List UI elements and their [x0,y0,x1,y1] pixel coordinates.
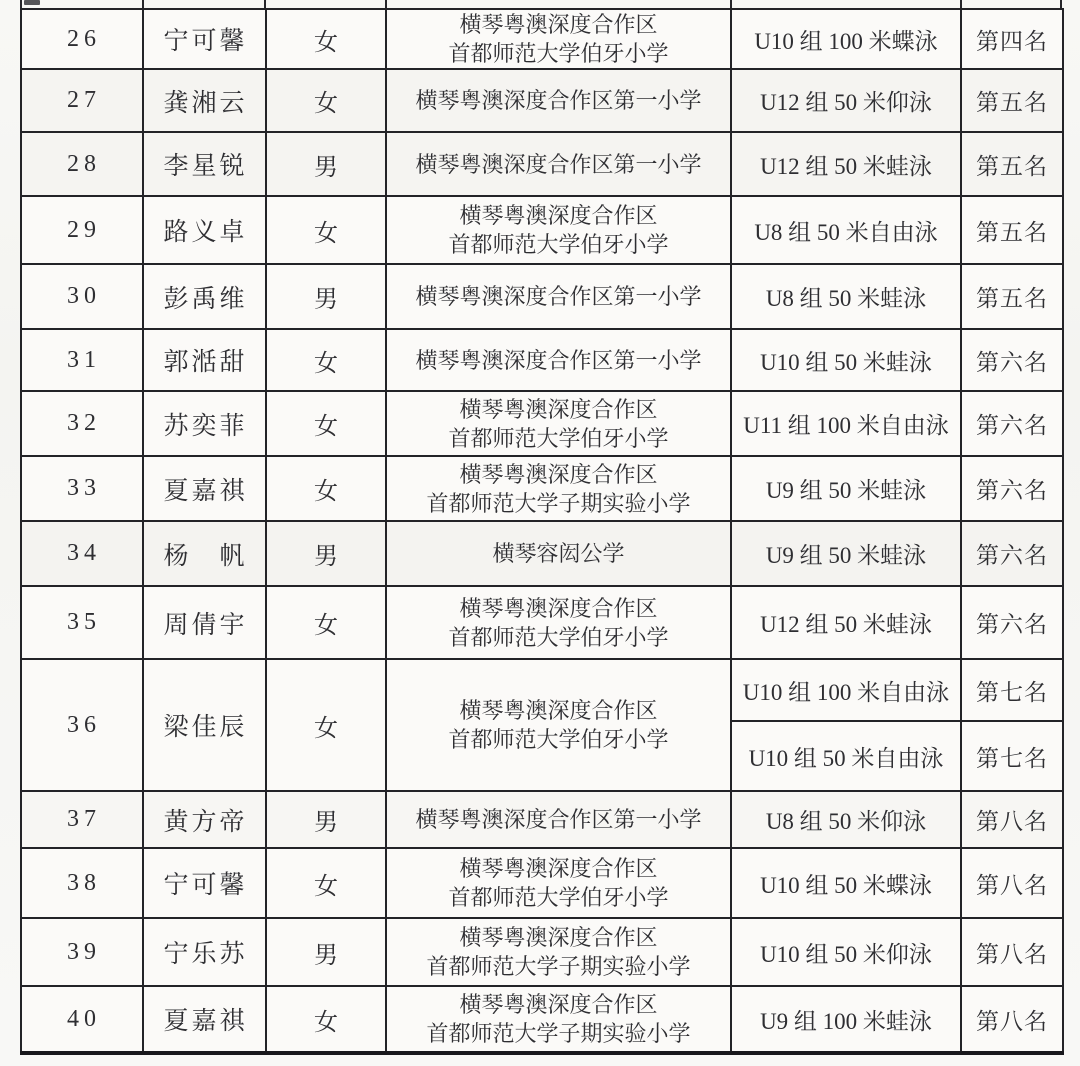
school-line: 首都师范大学子期实验小学 [426,490,691,516]
school-line: 横琴粤澳深度合作区第一小学 [415,347,702,373]
school-cell [386,329,731,391]
serial-cell: 37 [21,791,143,848]
event-cell: U9 组 100 米蛙泳 [731,986,961,1053]
gender-cell: 男 [266,132,386,196]
rank-cell: 第五名 [961,196,1063,264]
school-line: 首都师范大学伯牙小学 [448,727,669,752]
serial-cell: 40 [21,986,143,1053]
school-cell [386,986,731,1053]
school-line: 首都师范大学伯牙小学 [448,425,669,451]
event-cell: U12 组 50 米蛙泳 [731,132,961,196]
event-cell: U8 组 50 米仰泳 [731,791,961,848]
school-cell [386,9,731,69]
event-cell: U10 组 100 米自由泳 [731,659,961,721]
table-row [21,986,1063,1053]
rank-cell: 第六名 [961,456,1063,521]
table-row [21,586,1063,659]
school-line: 横琴粤澳深度合作区 [459,12,658,37]
athlete-name-cell: 夏嘉祺 [143,986,266,1053]
serial-cell: 26 [21,9,143,69]
athlete-name-cell: 梁佳辰 [143,659,266,791]
rank-cell: 第六名 [961,586,1063,659]
gender-cell: 女 [266,986,386,1053]
school-line: 首都师范大学子期实验小学 [426,954,691,979]
athlete-name-cell: 彭禹维 [143,264,266,329]
school-cell [386,918,731,986]
rank-cell: 第六名 [961,521,1063,586]
table-row [21,659,1063,721]
event-cell: U11 组 100 米自由泳 [731,391,961,456]
table-row [21,918,1063,986]
results-table [20,8,1064,1055]
serial-cell: 27 [21,69,143,132]
gender-cell: 女 [266,329,386,391]
school-line: 横琴粤澳深度合作区 [459,992,658,1017]
gender-cell: 男 [266,791,386,848]
athlete-name-cell: 周倩宇 [143,586,266,659]
scan-artifact [24,0,40,5]
serial-cell: 28 [21,132,143,196]
athlete-name-cell: 杨 帆 [143,521,266,586]
gender-cell: 女 [266,9,386,69]
school-line: 横琴粤澳深度合作区 [459,396,658,422]
gender-cell: 女 [266,659,386,791]
school-cell [386,791,731,848]
athlete-name-cell: 宁可馨 [143,848,266,918]
results-table-body [21,9,1063,1053]
gender-cell: 女 [266,69,386,132]
serial-cell: 39 [21,918,143,986]
rank-cell: 第五名 [961,132,1063,196]
gender-cell: 女 [266,848,386,918]
event-cell: U10 组 50 米蝶泳 [731,848,961,918]
school-line: 横琴粤澳深度合作区第一小学 [415,284,702,309]
school-cell [386,69,731,132]
serial-cell: 29 [21,196,143,264]
athlete-name-cell: 郭湉甜 [143,329,266,391]
rank-cell: 第八名 [961,918,1063,986]
school-cell [386,264,731,329]
school-line: 横琴容闳公学 [492,541,625,566]
athlete-name-cell: 黄方帝 [143,791,266,848]
event-cell: U10 组 50 米仰泳 [731,918,961,986]
school-cell [386,456,731,521]
serial-cell: 30 [21,264,143,329]
table-row [21,848,1063,918]
school-line: 首都师范大学伯牙小学 [448,885,669,910]
school-line: 横琴粤澳深度合作区 [459,461,658,487]
gender-cell: 男 [266,918,386,986]
school-line: 横琴粤澳深度合作区第一小学 [415,151,702,177]
school-line: 横琴粤澳深度合作区 [459,698,658,723]
event-cell: U10 组 100 米蝶泳 [731,9,961,69]
school-line: 横琴粤澳深度合作区第一小学 [415,807,702,832]
event-cell: U8 组 50 米蛙泳 [731,264,961,329]
school-line: 首都师范大学伯牙小学 [448,232,669,257]
table-row [21,329,1063,391]
school-line: 首都师范大学伯牙小学 [448,624,669,650]
rank-cell: 第四名 [961,9,1063,69]
serial-cell: 34 [21,521,143,586]
rank-cell: 第六名 [961,391,1063,456]
table-row [21,264,1063,329]
rank-cell: 第八名 [961,791,1063,848]
event-cell: U10 组 50 米自由泳 [731,721,961,791]
table-row [21,791,1063,848]
athlete-name-cell: 龚湘云 [143,69,266,132]
serial-cell: 35 [21,586,143,659]
school-line: 首都师范大学子期实验小学 [426,1021,691,1046]
table-row [21,9,1063,69]
gender-cell: 女 [266,391,386,456]
school-cell [386,659,731,791]
event-cell: U9 组 50 米蛙泳 [731,456,961,521]
school-cell [386,586,731,659]
school-line: 横琴粤澳深度合作区 [459,925,658,950]
school-line: 横琴粤澳深度合作区 [459,203,658,228]
rank-cell: 第六名 [961,329,1063,391]
school-cell [386,521,731,586]
rank-cell: 第八名 [961,848,1063,918]
event-cell: U9 组 50 米蛙泳 [731,521,961,586]
serial-cell: 38 [21,848,143,918]
table-row [21,521,1063,586]
gender-cell: 女 [266,196,386,264]
table-row [21,69,1063,132]
event-cell: U8 组 50 米自由泳 [731,196,961,264]
gender-cell: 男 [266,264,386,329]
athlete-name-cell: 李星锐 [143,132,266,196]
table-row [21,132,1063,196]
athlete-name-cell: 苏奕菲 [143,391,266,456]
gender-cell: 女 [266,456,386,521]
rank-cell: 第七名 [961,659,1063,721]
rank-cell: 第五名 [961,264,1063,329]
table-row [21,196,1063,264]
school-cell [386,196,731,264]
rank-cell: 第五名 [961,69,1063,132]
serial-cell: 33 [21,456,143,521]
athlete-name-cell: 宁可馨 [143,9,266,69]
athlete-name-cell: 夏嘉祺 [143,456,266,521]
school-cell [386,391,731,456]
gender-cell: 男 [266,521,386,586]
gender-cell: 女 [266,586,386,659]
rank-cell: 第七名 [961,721,1063,791]
school-line: 横琴粤澳深度合作区 [459,856,658,881]
athlete-name-cell: 宁乐苏 [143,918,266,986]
serial-cell: 36 [21,659,143,791]
school-line: 横琴粤澳深度合作区 [459,595,658,621]
school-line: 首都师范大学伯牙小学 [448,41,669,66]
rank-cell: 第八名 [961,986,1063,1053]
event-cell: U10 组 50 米蛙泳 [731,329,961,391]
school-cell [386,132,731,196]
serial-cell: 32 [21,391,143,456]
athlete-name-cell: 路义卓 [143,196,266,264]
event-cell: U12 组 50 米蛙泳 [731,586,961,659]
school-cell [386,848,731,918]
event-cell: U12 组 50 米仰泳 [731,69,961,132]
serial-cell: 31 [21,329,143,391]
school-line: 横琴粤澳深度合作区第一小学 [415,88,702,113]
table-row [21,391,1063,456]
table-row [21,456,1063,521]
